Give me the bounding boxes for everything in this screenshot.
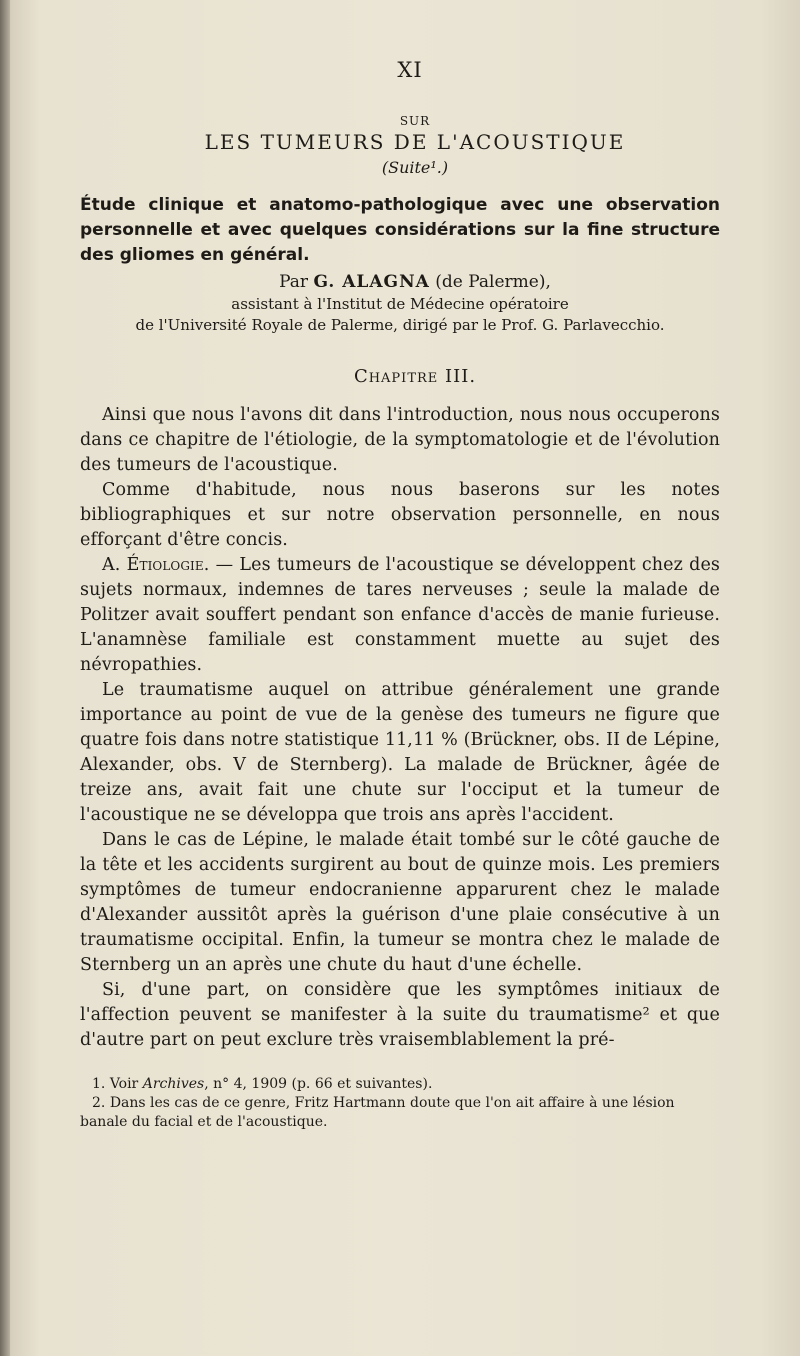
author-name: G. ALAGNA [313,272,430,292]
article-title: LES TUMEURS DE L'ACOUSTIQUE [204,130,626,154]
footnote-gap [80,1053,720,1075]
chapter-number: XI [397,58,423,82]
affiliation-line-2: de l'Université Royale de Palerme, dirigé par le Prof. G. Parlavecchio. [135,316,665,334]
paragraph-6: Si, d'une part, on considère que les symptômes initiaux de l'affection peuvent se manifester à la suite du traumatisme² et que d'autre part on peut exclure très vraisemblablement la pré- [80,980,720,1050]
header-sur: SUR [399,114,431,128]
byline-suffix: (de Palerme), [435,272,551,292]
footnote-2 [80,1094,720,1132]
footnote-1-prefix: Voir [109,1076,139,1092]
book-gutter [0,0,10,1356]
footnote-1-number: 1. [92,1076,106,1092]
article-suite: (Suite¹.) [381,158,449,177]
footnote-2-number: 2. [92,1095,106,1111]
footnote-1 [80,1075,720,1094]
affiliation-line-1: assistant à l'Institut de Médecine opératoire [231,295,569,313]
byline-prefix: Par [279,272,309,292]
footnotes [80,1075,720,1132]
paragraph-4: Le traumatisme auquel on attribue généralement une grande importance au point de vue de la genèse des tumeurs ne figure que quatre fois dans notre statistique 11,11 % (Brückner, obs. II de Lépine, Alexander, obs. V de Sternberg). La malade de Brückner, âgée de treize ans, avait fait une chute sur l'occiput et la tumeur de l'acoustique ne se développa que trois ans après l'accident. [80,680,720,825]
etiologie-label: A. Étiologie. [102,555,210,575]
paragraph-2: Comme d'habitude, nous nous baserons sur les notes bibliographiques et sur notre observation personnelle, en nous efforçant d'être concis. [80,480,720,550]
affiliation [80,294,720,336]
paragraph-1: Ainsi que nous l'avons dit dans l'introduction, nous nous occuperons dans ce chapitre de l'étiologie, de la symptomatologie et de l'évolution des tumeurs de l'acoustique. [80,405,720,475]
paragraph-5: Dans le cas de Lépine, le malade était tombé sur le côté gauche de la tête et les accidents surgirent au bout de quinze mois. Les premiers symptômes de tumeur endocranienne apparurent chez le malade d'Alexander aussitôt après la guérison d'une plaie consécutive à un traumatisme occipital. Enfin, la tumeur se montra chez le malade de Sternberg un an après une chute du haut d'une échelle. [80,830,720,975]
chapter-heading: Chapitre III. [353,366,477,387]
paragraph-3-text: Les tumeurs de l'acoustique se développent chez des sujets normaux, indemnes de tares nerveuses ; seule la malade de Politzer avait souffert pendant son enfance d'accès de manie furieuse. L'anamnèse familiale est constamment muette au sujet des névropathies. [80,555,720,675]
etiologie-dash: — [209,555,240,575]
paragraph-3 [80,553,720,678]
page-content [80,50,720,1132]
byline [110,272,720,292]
footnote-2-text: Dans les cas de ce genre, Fritz Hartmann doute que l'on ait affaire à une lésion banale du facial et de l'acoustique. [80,1095,675,1130]
footnote-1-italic: Archives [142,1076,205,1092]
body-text [80,403,720,1053]
article-subtitle: Étude clinique et anatomo-pathologique avec une observation personnelle et avec quelques considérations sur la fine structure des gliomes en général. [80,195,720,265]
footnote-1-rest: , n° 4, 1909 (p. 66 et suivantes). [204,1076,433,1092]
